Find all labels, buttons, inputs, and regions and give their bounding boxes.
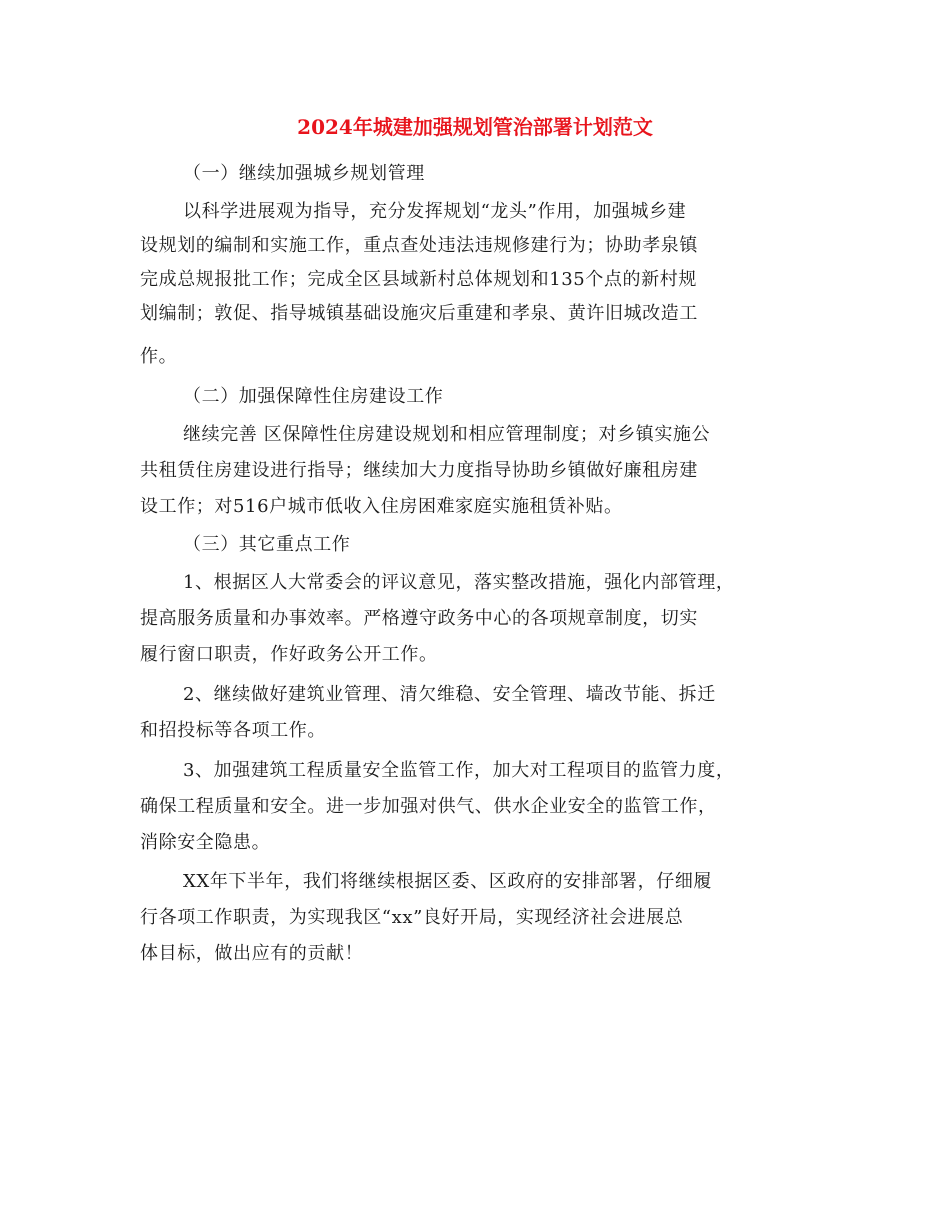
paragraph-line: 履行窗口职责，作好政务公开工作。 [140,644,438,665]
paragraph-line: 和招投标等各项工作。 [140,720,326,741]
paragraph-line: 确保工程质量和安全。进一步加强对供气、供水企业安全的监管工作， [140,796,717,817]
paragraph-line: 继续完善 区保障性住房建设规划和相应管理制度；对乡镇实施公 [183,424,711,445]
paragraph-line: 提高服务质量和办事效率。严格遵守政务中心的各项规章制度，切实 [140,608,698,629]
paragraph-line: 作。 [140,346,178,367]
paragraph-line: 设规划的编制和实施工作，重点查处违法违规修建行为；协助孝泉镇 [140,235,698,256]
section-heading-1: （一）继续加强城乡规划管理 [183,163,425,184]
closing-line: 体目标，做出应有的贡献！ [140,943,364,964]
section-heading-2: （二）加强保障性住房建设工作 [183,386,444,407]
section-heading-3: （三）其它重点工作 [183,534,351,555]
paragraph-line: 共租赁住房建设进行指导；继续加大力度指导协助乡镇做好廉租房建 [140,460,698,481]
paragraph-line: 1、根据区人大常委会的评议意见，落实整改措施，强化内部管理， [183,572,735,593]
closing-line: 行各项工作职责，为实现我区“xx”良好开局，实现经济社会进展总 [140,907,684,928]
paragraph-line: 完成总规报批工作；完成全区县域新村总体规划和135个点的新村规 [140,269,697,290]
paragraph-line: 3、加强建筑工程质量安全监管工作，加大对工程项目的监管力度， [183,760,735,781]
paragraph-line: 划编制；敦促、指导城镇基础设施灾后重建和孝泉、黄许旧城改造工 [140,303,698,324]
closing-line: XX年下半年，我们将继续根据区委、区政府的安排部署，仔细履 [183,871,713,892]
paragraph-line: 设工作；对516户城市低收入住房困难家庭实施租赁补贴。 [140,496,623,517]
document-title: 2024年城建加强规划管治部署计划范文 [297,115,653,139]
paragraph-line: 以科学进展观为指导，充分发挥规划“龙头”作用，加强城乡建 [183,201,687,222]
paragraph-line: 消除安全隐患。 [140,832,271,853]
paragraph-line: 2、继续做好建筑业管理、清欠维稳、安全管理、墙改节能、拆迁 [183,684,716,705]
